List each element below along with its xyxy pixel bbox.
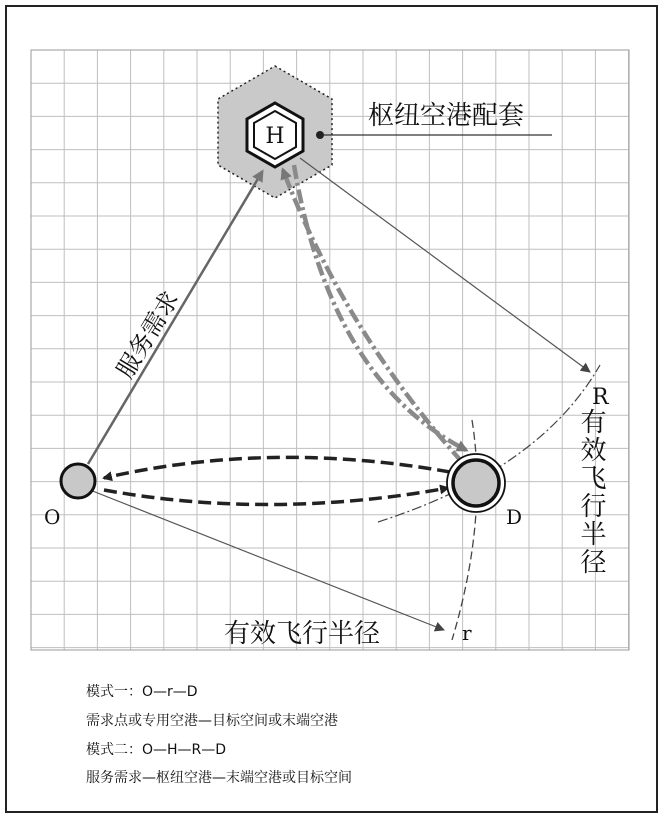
- legend-mode-one: 模式一：O—r—D: [86, 684, 198, 700]
- hub-support-dot: [316, 131, 324, 139]
- big-radius-letter: R: [592, 385, 609, 410]
- legend-mode-one-desc: 需求点或专用空港—目标空间或末端空港: [86, 713, 338, 729]
- hub-airport: [218, 66, 332, 198]
- legend-mode-two: 模式二：O—H—R—D: [86, 742, 227, 758]
- big-radius-label: 有效飞行半径: [576, 408, 606, 576]
- destination-label: D: [506, 505, 523, 529]
- service-demand-label: 服务需求: [111, 286, 185, 384]
- small-radius-label: 有效飞行半径: [224, 619, 381, 649]
- destination-node: [453, 460, 499, 506]
- origin-label: O: [44, 505, 61, 529]
- route-hub-to-destination: [294, 165, 466, 450]
- route-destination-to-origin: [104, 457, 450, 478]
- hub-letter: H: [265, 124, 285, 149]
- hub-radius-line: [300, 158, 590, 372]
- hub-support-label: 枢纽空港配套: [368, 101, 525, 131]
- legend-mode-two-desc: 服务需求—枢纽空港—末端空港或目标空间: [86, 770, 352, 786]
- origin-radius-line: [90, 490, 444, 630]
- small-radius-letter: r: [462, 621, 472, 645]
- origin-node: [61, 464, 95, 498]
